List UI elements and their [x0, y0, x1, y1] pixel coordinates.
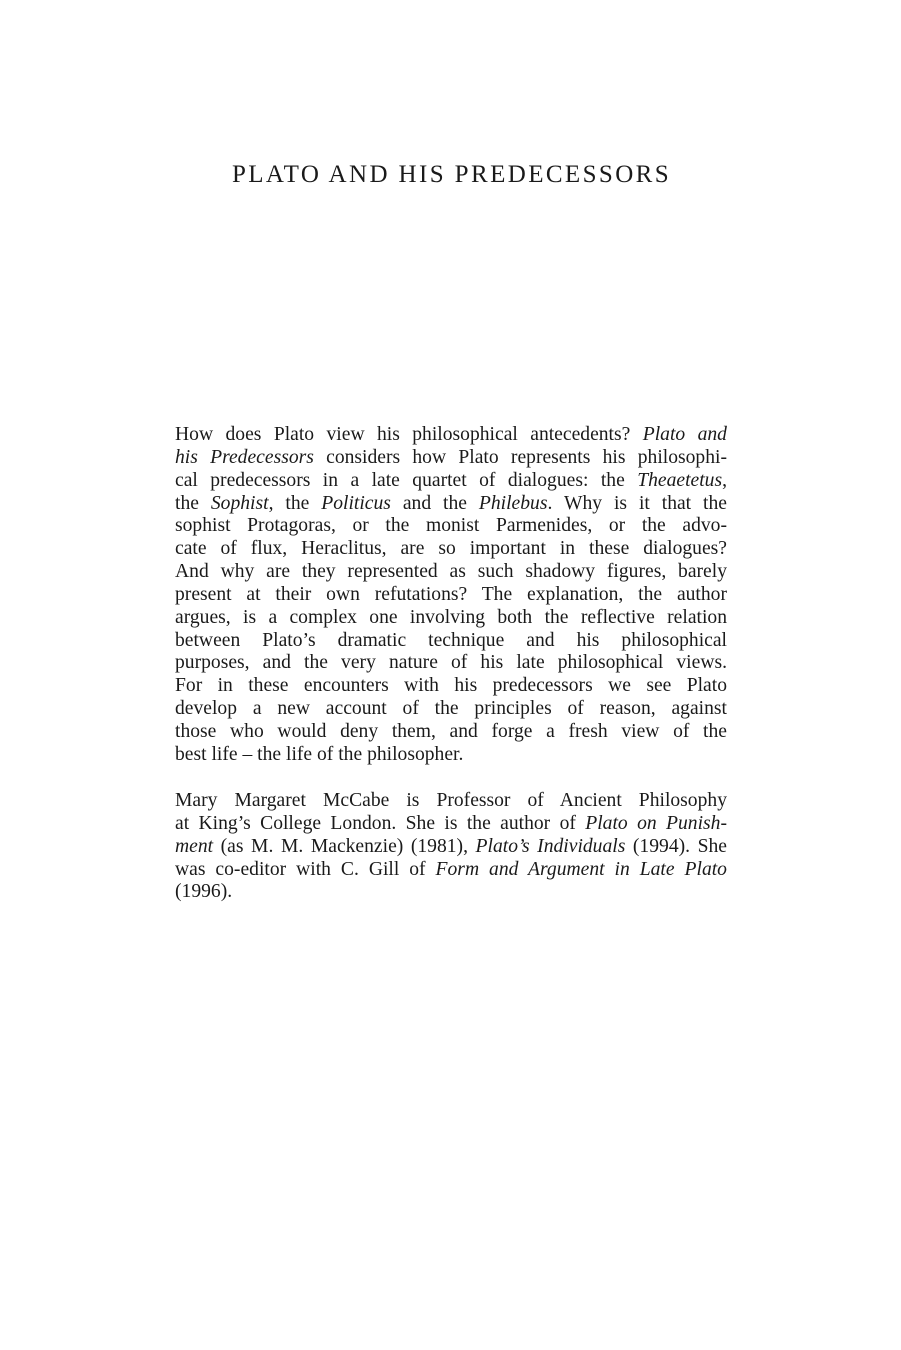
text-run: cal predecessors in a late quartet of dialogues: the: [175, 469, 638, 491]
text-line: [175, 584, 727, 607]
text-run: best life – the life of the philosopher.: [175, 743, 464, 765]
text-line: [175, 561, 727, 584]
text-line: [175, 721, 727, 744]
text-run: ,: [722, 469, 727, 491]
text-line: [175, 859, 727, 882]
italic-title-text: Philebus: [478, 492, 548, 514]
text-line: [175, 836, 727, 859]
italic-title-text: Sophist: [210, 492, 269, 514]
page-title: PLATO AND HIS PREDECESSORS: [231, 161, 672, 188]
text-run: , the: [268, 492, 322, 514]
book-description: [175, 424, 727, 767]
text-run: at King’s College London. She is the author of: [175, 812, 586, 834]
text-run: argues, is a complex one involving both the reflective relation: [175, 606, 727, 628]
text-run: For in these encounters with his predecessors we see Plato: [175, 675, 727, 697]
text-run: Mary Margaret McCabe is Professor of Ancient Philosophy: [175, 790, 727, 811]
text-line: [175, 790, 727, 813]
text-line: [175, 447, 727, 470]
text-line: [175, 698, 727, 721]
text-run: And why are they represented as such shadowy figures, barely: [175, 561, 727, 583]
text-line: [175, 538, 727, 561]
italic-title-text: Theaetetus: [637, 469, 723, 491]
italic-title-text: Plato on Punish-: [585, 812, 727, 834]
text-run: develop a new account of the principles of reason, against: [175, 698, 727, 720]
author-biography: [175, 790, 727, 904]
text-line: [175, 470, 727, 493]
text-run: those who would deny them, and forge a fresh view of the: [175, 720, 727, 742]
italic-title-text: Plato and: [642, 424, 727, 445]
text-line: [175, 881, 727, 904]
text-run: cate of flux, Heraclitus, are so important in these dialogues?: [175, 538, 727, 560]
text-run: present at their own refutations? The explanation, the author: [175, 583, 727, 605]
text-run: How does Plato view his philosophical antecedents?: [175, 424, 643, 445]
italic-title-text: ment: [175, 835, 214, 857]
text-line: [175, 493, 727, 516]
text-line: [175, 424, 727, 447]
text-line: [175, 675, 727, 698]
italic-title-text: Form and Argument in Late Plato: [435, 858, 727, 880]
text-run: considers how Plato represents his philosophi-: [313, 446, 727, 468]
text-line: [175, 744, 727, 767]
text-run: . Why is it that the: [547, 492, 727, 514]
italic-title-text: Politicus: [321, 492, 391, 514]
text-run: purposes, and the very nature of his late philosophical views.: [175, 652, 727, 674]
italic-title-text: Plato’s Individuals: [475, 835, 626, 857]
text-run: sophist Protagoras, or the monist Parmenides, or the advo-: [175, 515, 727, 537]
text-run: was co-editor with C. Gill of: [175, 858, 436, 880]
text-line: [175, 515, 727, 538]
text-run: (1996).: [175, 881, 233, 903]
text-run: (as M. M. Mackenzie) (1981),: [213, 835, 476, 857]
text-line: [175, 607, 727, 630]
text-run: between Plato’s dramatic technique and his philosophical: [175, 629, 727, 651]
text-run: (1994). She: [625, 835, 727, 857]
text-run: and the: [390, 492, 479, 514]
text-line: [175, 652, 727, 675]
text-line: [175, 813, 727, 836]
italic-title-text: his Predecessors: [175, 446, 314, 468]
text-run: the: [175, 492, 211, 514]
text-line: [175, 630, 727, 653]
